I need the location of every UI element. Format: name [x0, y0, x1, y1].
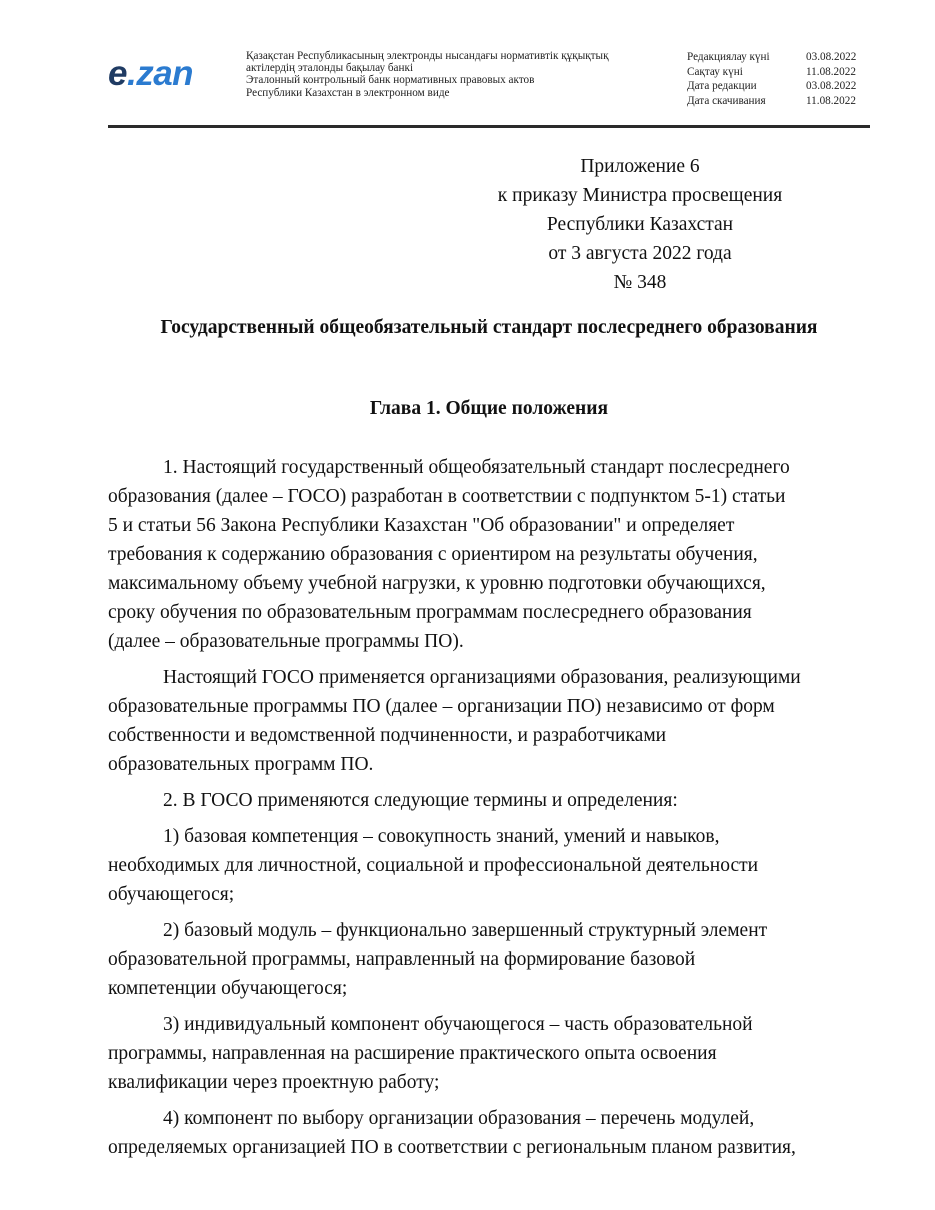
text-line: требования к содержанию образования с ориентиром на результаты обучения,	[108, 544, 758, 565]
paragraph	[108, 786, 868, 815]
ezan-logo[interactable]: e.zan	[108, 54, 194, 93]
meta-label: Дата скачивания	[687, 95, 766, 108]
text-line: 2. В ГОСО применяются следующие термины и определения:	[163, 790, 678, 811]
text-line: образования (далее – ГОСО) разработан в соответствии с подпунктом 5-1) статьи	[108, 486, 786, 507]
text-line: квалификации через проектную работу;	[108, 1072, 440, 1093]
appendix-line: Приложение 6	[580, 156, 700, 177]
meta-row	[687, 94, 866, 109]
paragraph	[108, 453, 868, 656]
paragraph	[108, 1010, 868, 1097]
text-line: образовательной программы, направленный на формирование базовой	[108, 949, 696, 970]
text-line: компетенции обучающегося;	[108, 978, 348, 999]
meta-row	[687, 65, 866, 80]
org-line: актілердің эталонды бақылау банкі	[246, 62, 414, 75]
header-divider	[108, 125, 870, 128]
org-line: Эталонный контрольный банк нормативных правовых актов	[246, 74, 535, 87]
appendix-block	[470, 152, 810, 297]
text-line: обучающегося;	[108, 884, 235, 905]
meta-value: 11.08.2022	[806, 95, 856, 108]
document-body	[108, 453, 868, 1169]
text-line: определяемых организацией ПО в соответствии с региональным планом развития,	[108, 1137, 796, 1158]
text-line: 3) индивидуальный компонент обучающегося – часть образовательной	[163, 1014, 753, 1035]
text-line: необходимых для личностной, социальной и профессиональной деятельности	[108, 855, 759, 876]
paragraph	[108, 663, 868, 779]
meta-value: 03.08.2022	[806, 51, 857, 63]
chapter-heading: Глава 1. Общие положения	[369, 398, 609, 419]
appendix-line: Республики Казахстан	[546, 214, 734, 235]
text-line: 4) компонент по выбору организации образования – перечень модулей,	[163, 1108, 755, 1129]
text-line: 2) базовый модуль – функционально завершенный структурный элемент	[163, 920, 768, 941]
meta-label: Редакциялау күні	[687, 51, 770, 63]
organization-name	[246, 50, 609, 99]
text-line: максимальному объему учебной нагрузки, к уровню подготовки обучающихся,	[108, 573, 766, 594]
text-line: образовательные программы ПО (далее – организации ПО) независимо от форм	[108, 696, 775, 717]
text-line: (далее – образовательные программы ПО).	[108, 631, 464, 652]
text-line: 1) базовая компетенция – совокупность знаний, умений и навыков,	[163, 826, 720, 847]
appendix-line: к приказу Министра просвещения	[497, 185, 783, 206]
meta-label: Дата редакции	[687, 80, 757, 93]
paragraph	[108, 1104, 868, 1162]
paragraph	[108, 916, 868, 1003]
text-line: собственности и ведомственной подчиненности, и разработчиками	[108, 725, 667, 746]
appendix-line: от 3 августа 2022 года	[548, 243, 732, 264]
text-line: 1. Настоящий государственный общеобязательный стандарт послесреднего	[163, 457, 790, 478]
meta-row	[687, 79, 866, 94]
text-line: Настоящий ГОСО применяется организациями образования, реализующими	[163, 667, 801, 688]
org-line: Республики Казахстан в электронном виде	[246, 86, 450, 99]
meta-label: Сақтау күні	[687, 65, 743, 78]
meta-value: 11.08.2022	[806, 65, 856, 78]
document-dates	[687, 50, 866, 109]
document-header	[108, 46, 870, 124]
text-line: программы, направленная на расширение практического опыта освоения	[108, 1043, 717, 1064]
meta-value: 03.08.2022	[806, 80, 857, 93]
paragraph	[108, 822, 868, 909]
org-line: Қазақстан Республикасының электронды нысандағы нормативтік құқықтық	[246, 50, 609, 62]
text-line: сроку обучения по образовательным программам послесреднего образования	[108, 602, 752, 623]
appendix-line: № 348	[613, 272, 667, 293]
meta-row	[687, 50, 866, 65]
text-line: образовательных программ ПО.	[108, 754, 374, 775]
document-title: Государственный общеобязательный стандарт послесреднего образования	[160, 317, 818, 338]
text-line: 5 и статьи 56 Закона Республики Казахстан "Об образовании" и определяет	[108, 515, 735, 536]
